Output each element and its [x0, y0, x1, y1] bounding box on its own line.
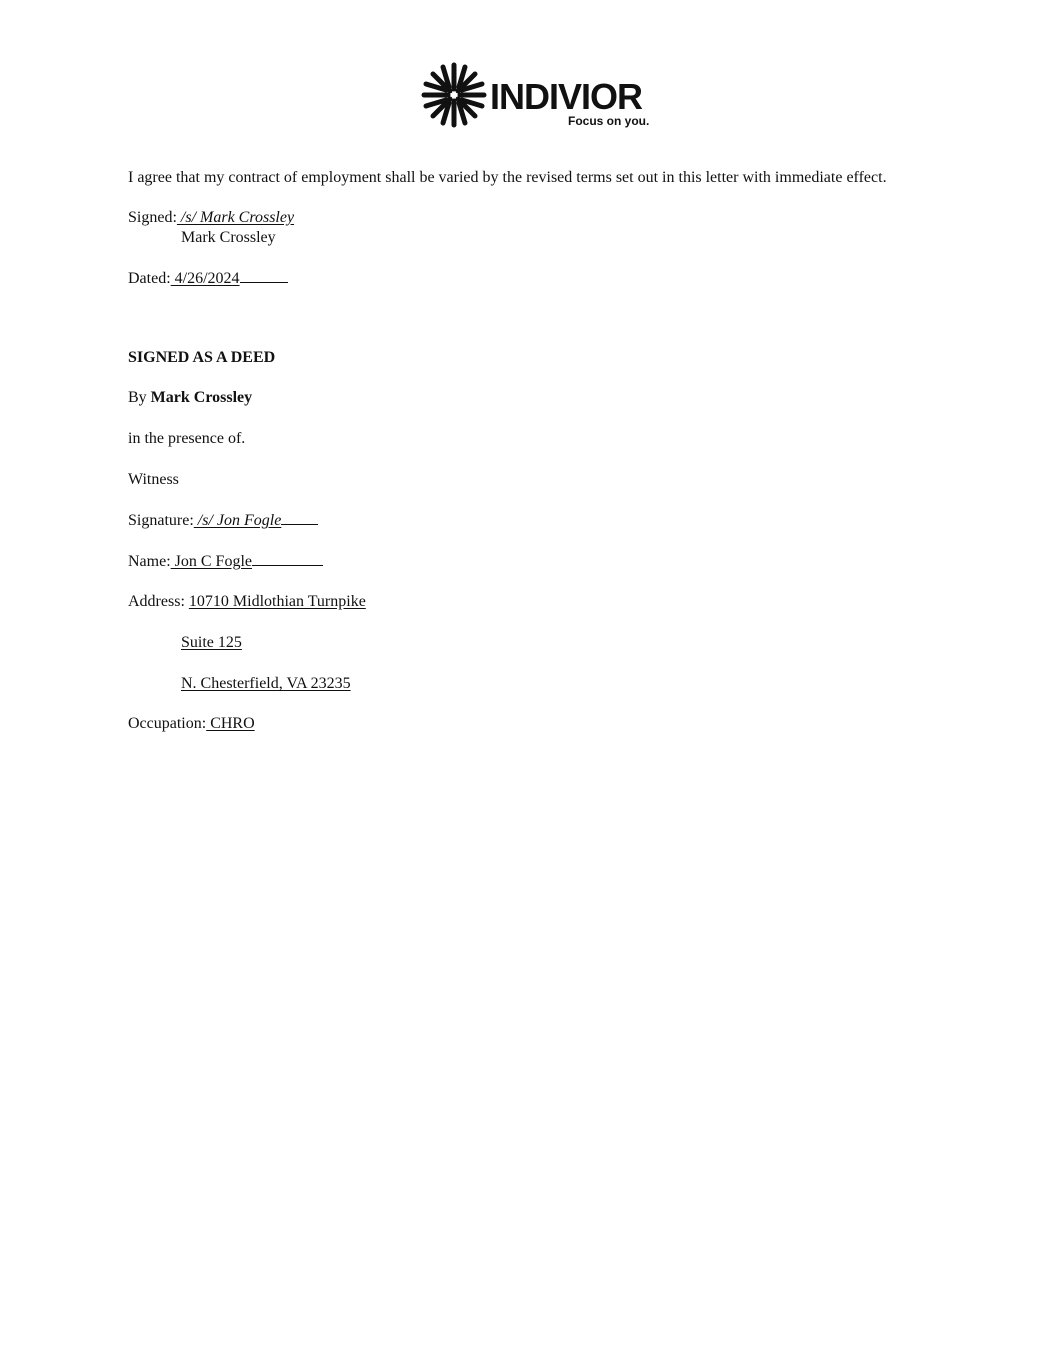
deed-by-label: By: [128, 389, 151, 406]
witness-address-line2: Suite 125: [181, 634, 242, 651]
witness-address-line3-row: [181, 674, 351, 694]
company-logo: [420, 60, 650, 132]
witness-address-label: Address:: [128, 593, 189, 610]
witness-signature: /s/ Jon Fogle: [193, 512, 282, 529]
dated-value: 4/26/2024: [170, 270, 240, 287]
witness-address-row: [128, 592, 366, 612]
witness-name-blank-line: [252, 551, 323, 566]
witness-name-label: Name:: [128, 553, 171, 570]
dated-label: Dated:: [128, 270, 171, 287]
witness-occupation-label: Occupation:: [128, 715, 207, 732]
witness-signature-row: [128, 510, 318, 531]
employee-signature: /s/ Mark Crossley: [176, 209, 295, 226]
signed-label: Signed:: [128, 209, 177, 226]
witness-occupation-row: [128, 714, 255, 734]
witness-address-line1: 10710 Midlothian Turnpike: [188, 593, 366, 610]
deed-by-name: Mark Crossley: [150, 389, 253, 406]
indivior-logo-graphic: [420, 60, 650, 132]
deed-by-row: [128, 388, 252, 408]
witness-signature-label: Signature:: [128, 512, 194, 529]
witness-occupation: CHRO: [206, 715, 255, 732]
presence-text: in the presence of.: [128, 430, 246, 447]
witness-signature-blank-line: [281, 510, 318, 525]
witness-address-line3: N. Chesterfield, VA 23235: [181, 675, 351, 692]
dated-row: [128, 268, 288, 289]
employee-printed-name: Mark Crossley: [181, 229, 276, 246]
witness-address-line2-row: [181, 633, 242, 653]
deed-heading: SIGNED AS A DEED: [128, 349, 276, 366]
agreement-text: I agree that my contract of employment shall be varied by the revised terms set out in this letter with immediate effect.: [128, 169, 887, 186]
starburst-icon: [424, 65, 484, 125]
witness-name-row: [128, 551, 323, 572]
dated-blank-line: [240, 268, 288, 283]
witness-heading: Witness: [128, 471, 179, 488]
logo-tagline: Focus on you.: [568, 114, 650, 128]
witness-name: Jon C Fogle: [170, 553, 252, 570]
signed-row: [128, 208, 294, 228]
logo-brand-text: INDIVIOR: [490, 76, 643, 117]
